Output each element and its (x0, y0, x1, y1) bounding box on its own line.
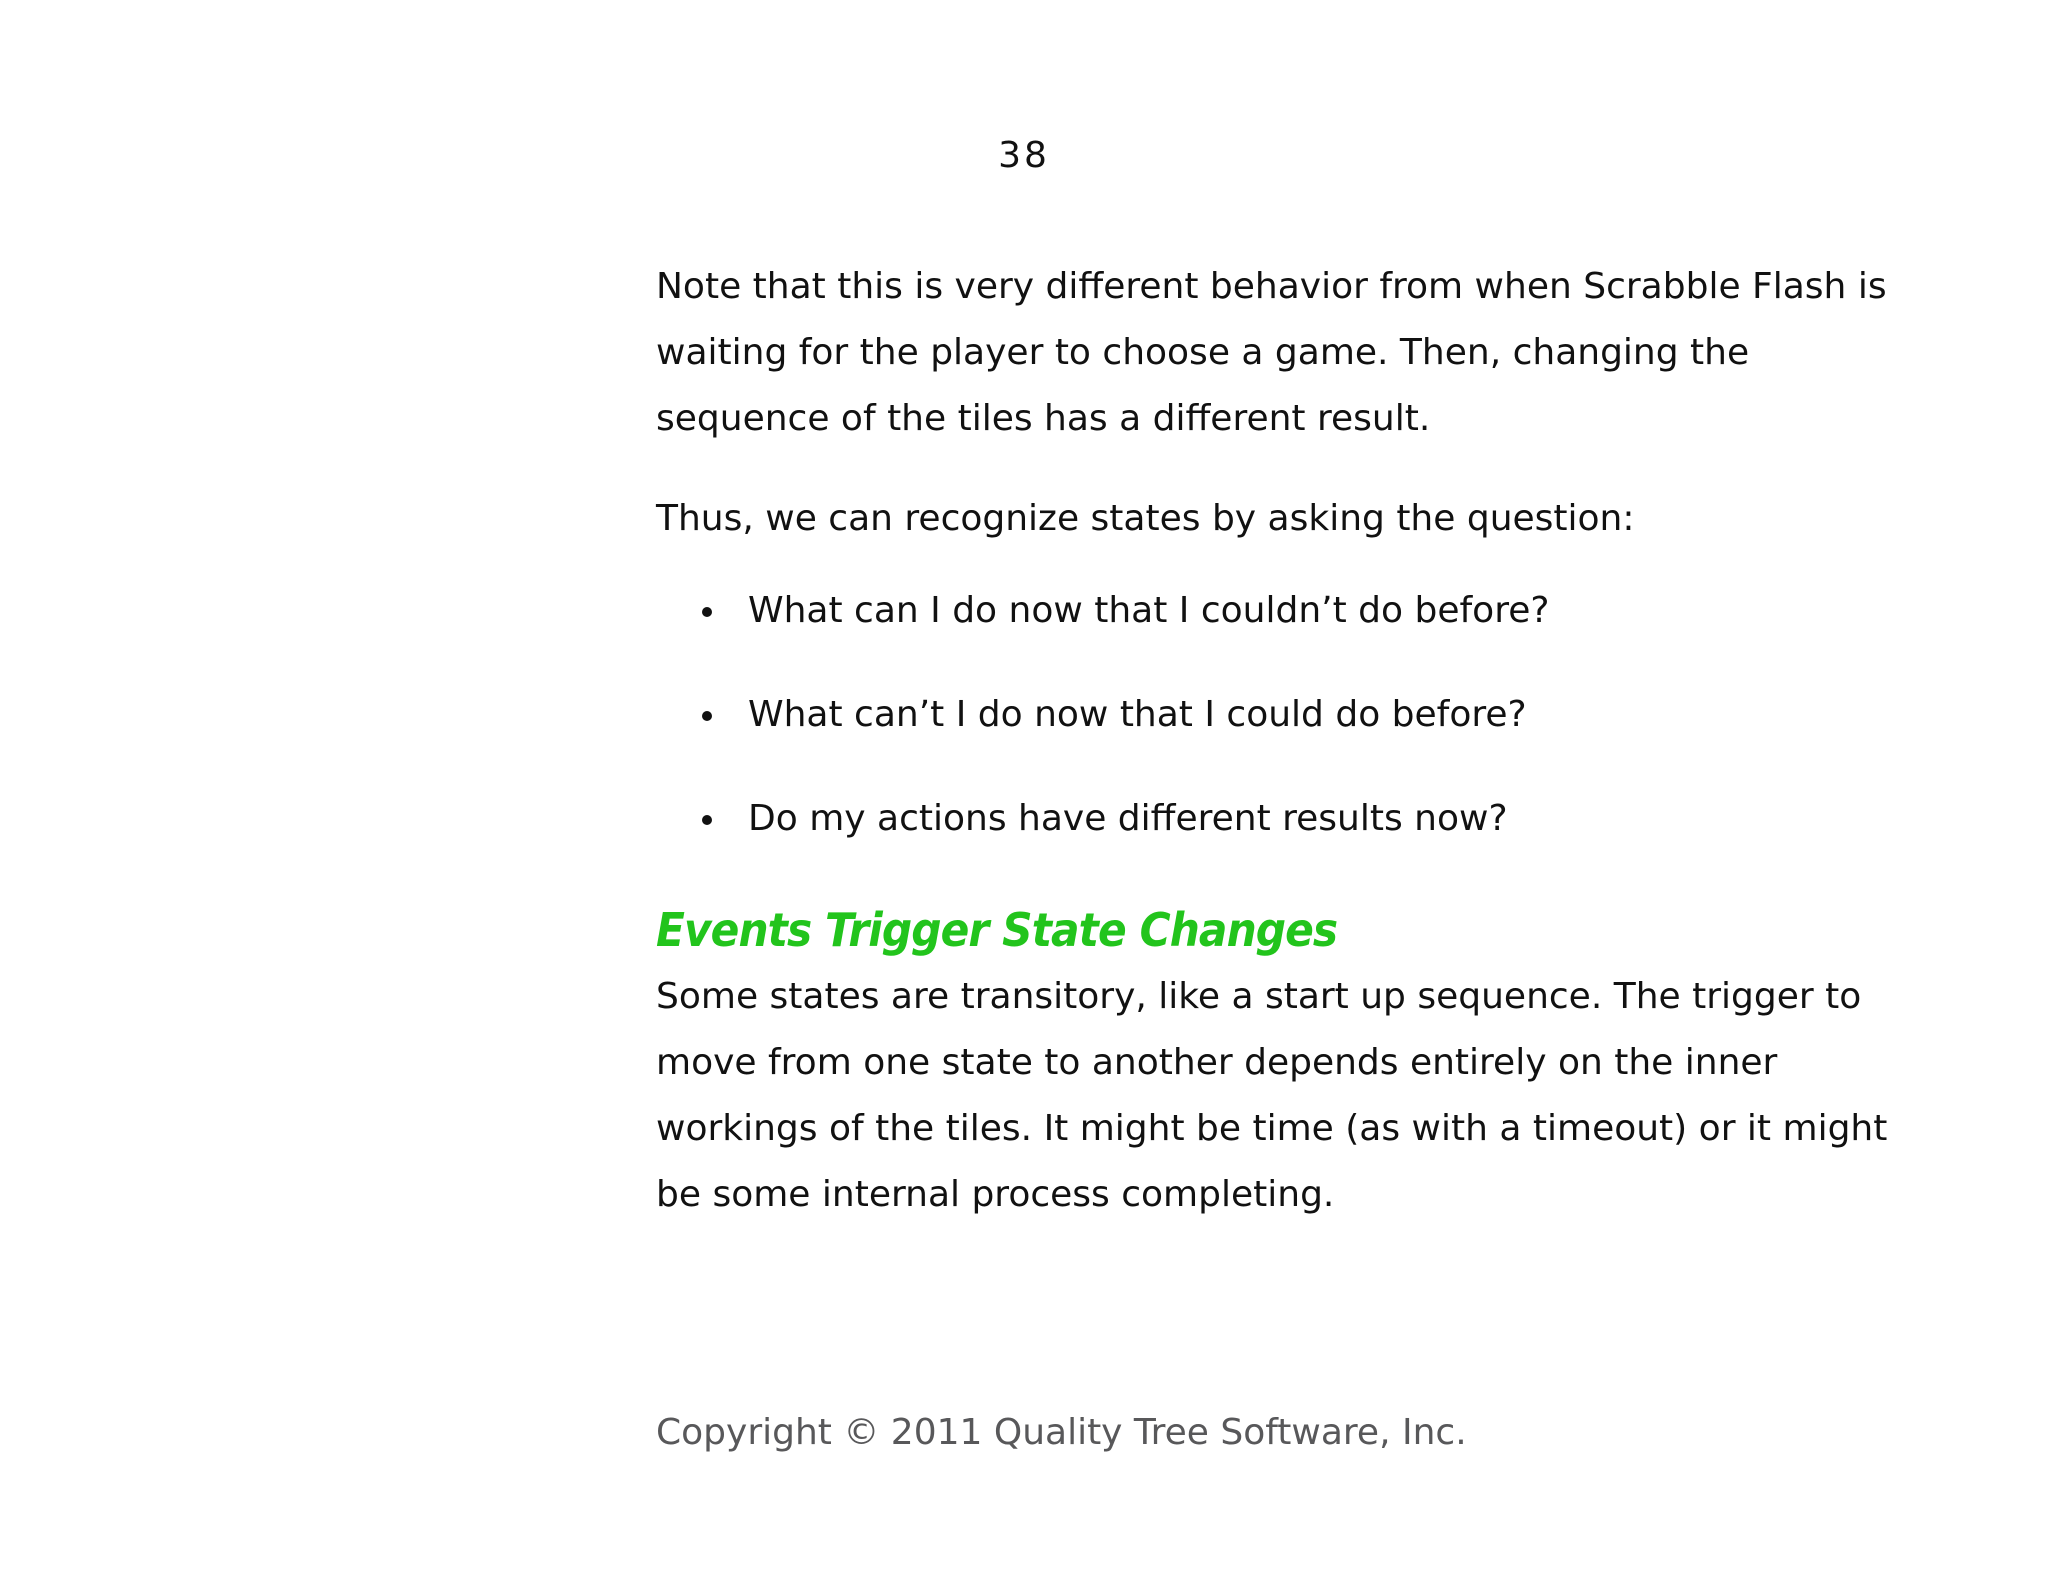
list-item (656, 690, 1916, 740)
paragraph-line: sequence of the tiles has a different result. (656, 398, 1431, 439)
page-content (656, 254, 1916, 1228)
list-item (656, 794, 1916, 844)
list-item-text: What can I do now that I couldn’t do before? (748, 590, 1550, 631)
bullet-icon (702, 711, 712, 721)
section-heading: Events Trigger State Changes (656, 903, 1338, 957)
list-item-text: What can’t I do now that I could do before? (748, 694, 1527, 735)
page-number: 38 (998, 135, 1050, 176)
bullet-icon (702, 815, 712, 825)
paragraph-line: Some states are transitory, like a start up sequence. The trigger to (656, 976, 1862, 1017)
paragraph-scrabble-behavior (656, 254, 1916, 452)
bullet-icon (702, 607, 712, 617)
question-list (656, 586, 1916, 844)
paragraph-line: Note that this is very different behavior from when Scrabble Flash is (656, 266, 1887, 307)
list-item (656, 586, 1916, 636)
paragraph-line: be some internal process completing. (656, 1174, 1335, 1215)
copyright-footer: Copyright © 2011 Quality Tree Software, Inc. (656, 1412, 1467, 1453)
paragraph-line: move from one state to another depends entirely on the inner (656, 1042, 1778, 1083)
paragraph-recognize-states: Thus, we can recognize states by asking the question: (656, 498, 1635, 539)
paragraph-transitory-states (656, 964, 1916, 1228)
paragraph-line: waiting for the player to choose a game. Then, changing the (656, 332, 1750, 373)
paragraph-line: workings of the tiles. It might be time (as with a timeout) or it might (656, 1108, 1888, 1149)
list-item-text: Do my actions have different results now? (748, 798, 1508, 839)
